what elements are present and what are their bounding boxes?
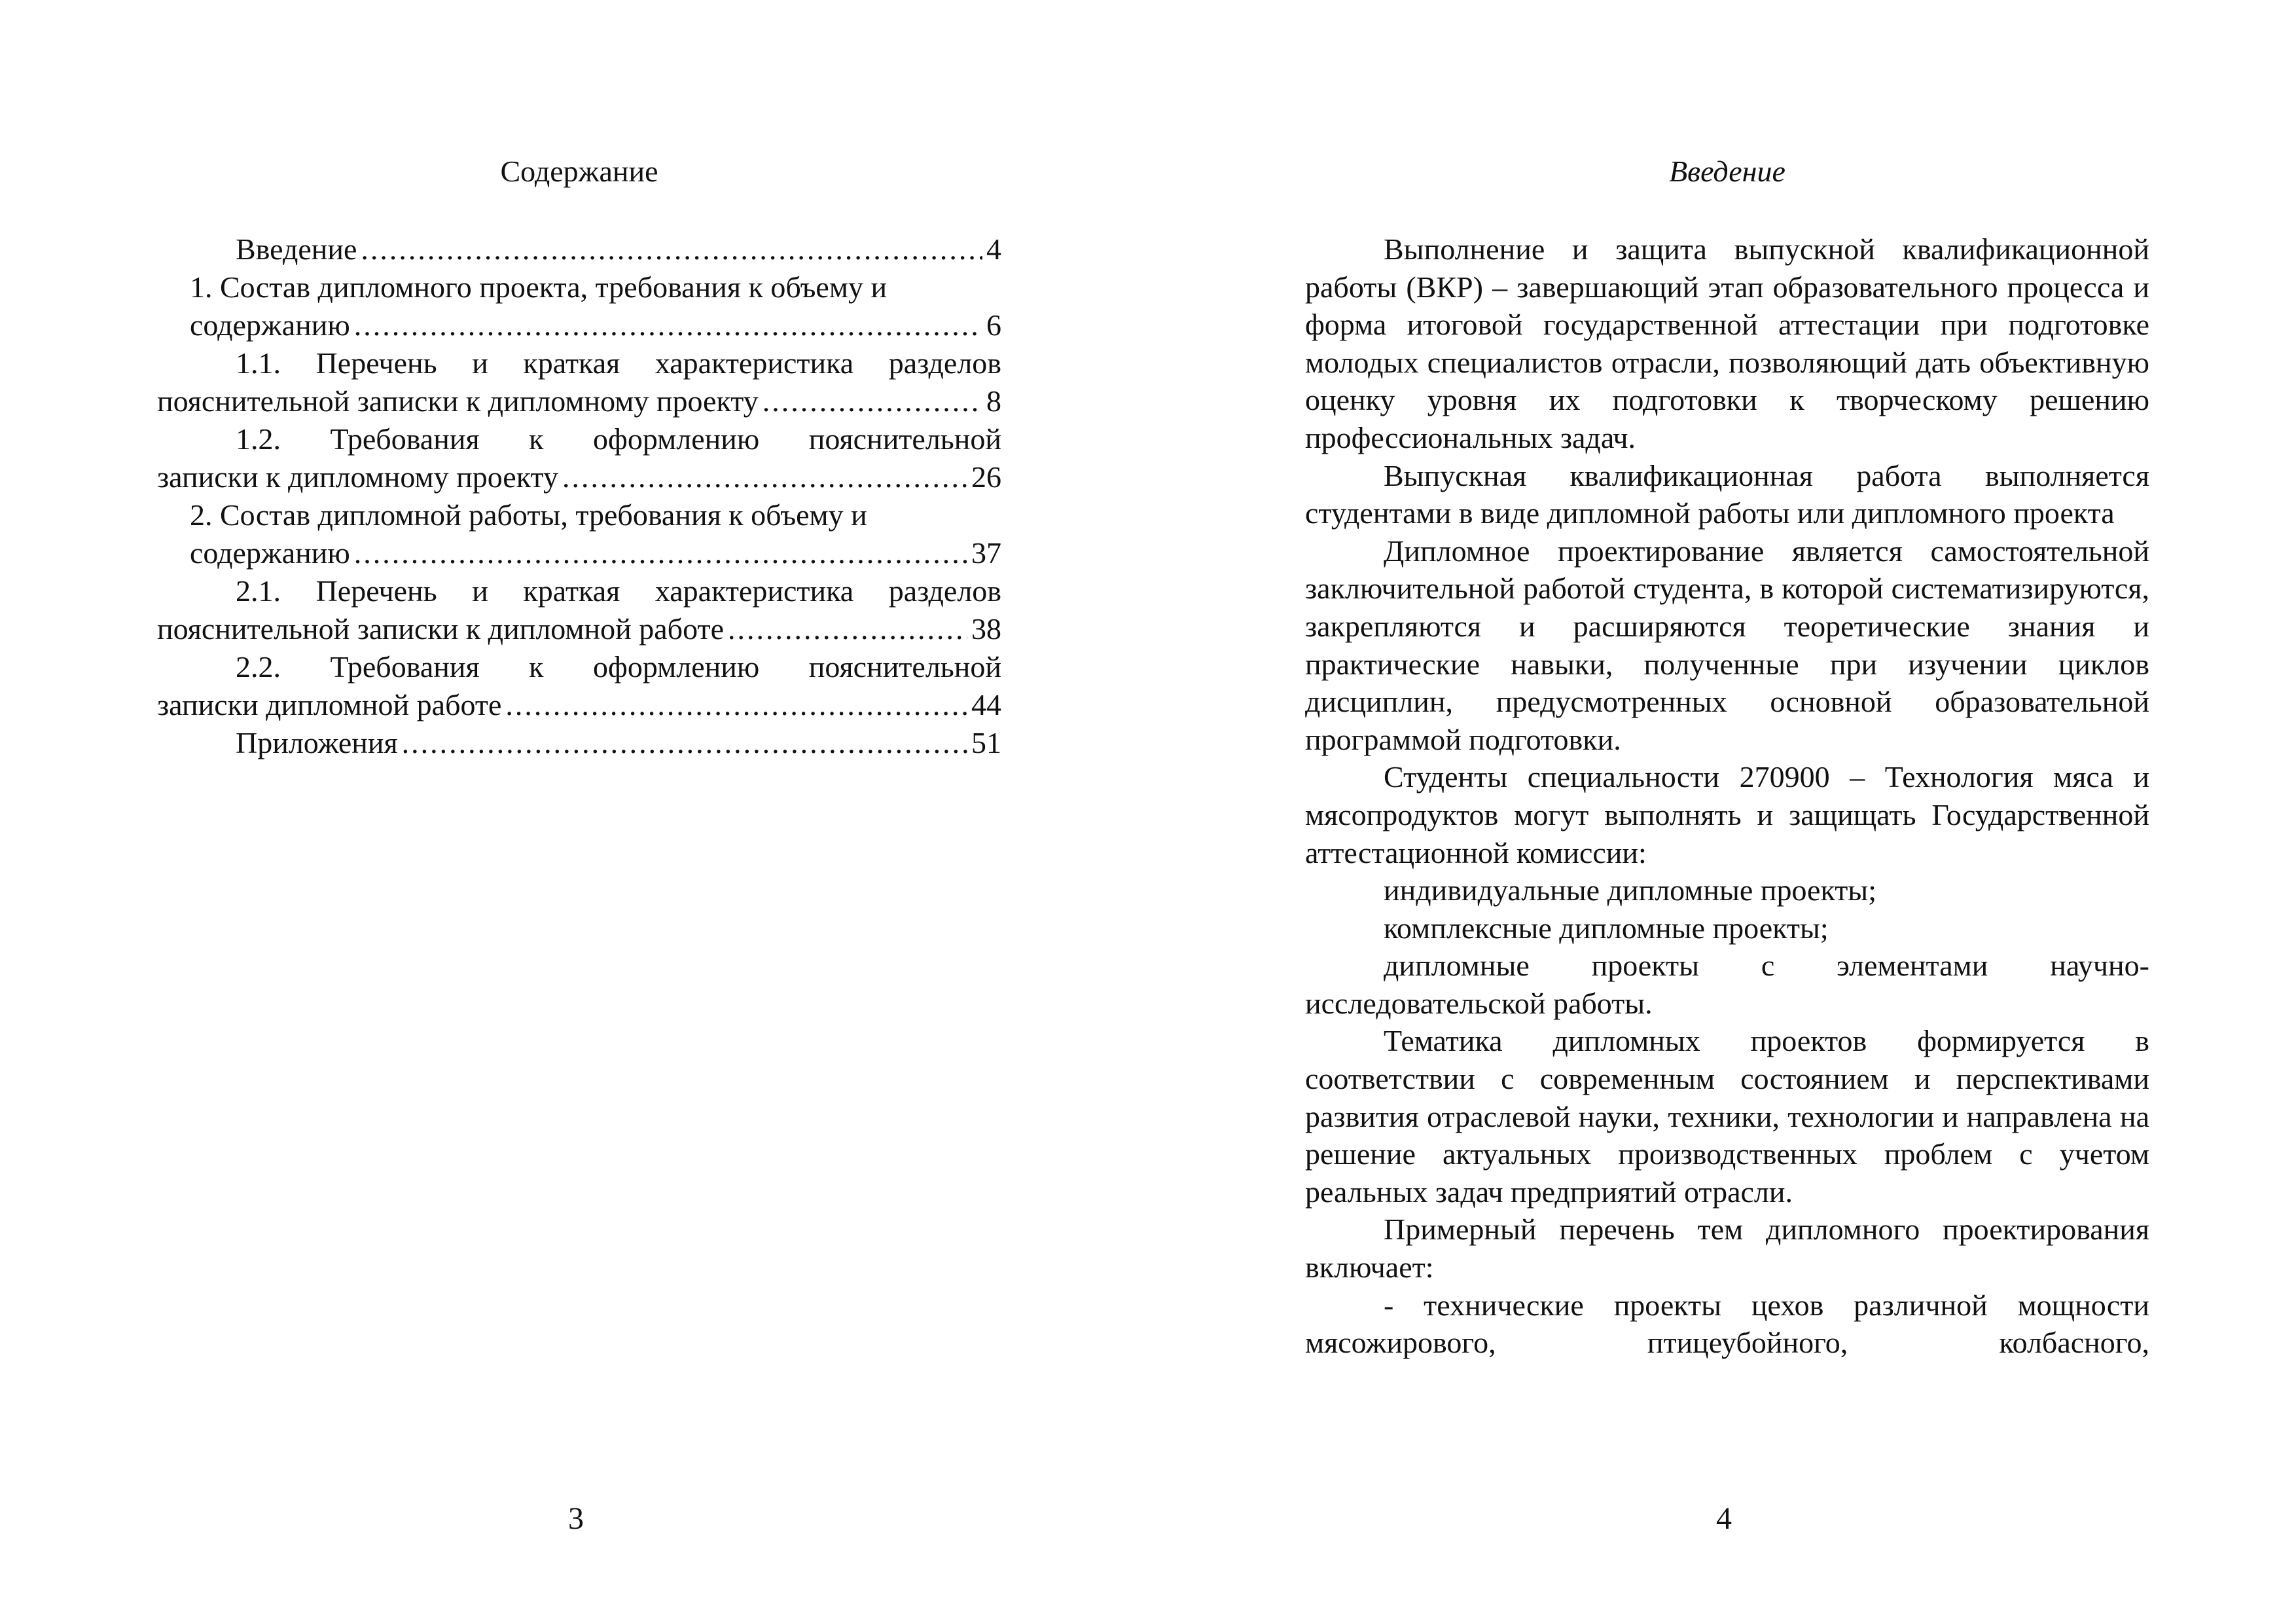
list-item: - технические проекты цехов различной мощности мясожирового, птицеубойного, колбасного, [1305,1288,2149,1360]
toc-entry-page: 38 [971,612,1001,646]
toc-entry-title: содержанию [190,536,350,570]
table-of-contents [157,230,1001,762]
paragraph: Дипломное проектирование является самостоятельной заключительной работой студента, в которой систематизируются, закрепляются и расширяются теоретические знания и практические навыки, полученные при изучении циклов дисциплин, предусмотренных основной образовательной программой подготовки. [1305,534,2149,756]
list-item: дипломные проекты с элементами научно-исследовательской работы. [1305,949,2149,1020]
list-item: комплексные дипломные проекты; [1384,911,1829,945]
toc-leader-dots [354,306,982,344]
toc-entry-title: записки дипломной работе [157,688,502,721]
toc-entry-page: 6 [986,308,1001,342]
page-right [1148,0,2296,1623]
page-number-left: 3 [568,1501,584,1536]
toc-leader-dots [762,382,982,420]
toc-entry-title: записки к дипломному проекту [157,460,558,494]
toc-entry-title: Приложения [236,726,398,759]
toc-entry-section-1-1[interactable] [157,344,1001,420]
toc-leader-dots [361,230,982,268]
toc-entry-title: пояснительной записки к дипломному проекту [157,384,759,418]
paragraph: Студенты специальности 270900 – Технология мяса и мясопродуктов могут выполнять и защищать Государственной аттестационной комиссии: [1305,760,2149,869]
toc-entry-title-line: 2.2. Требования к оформлению пояснительной [236,650,1001,684]
toc-leader-dots [728,610,967,648]
toc-entry-section-2[interactable] [157,496,1001,572]
toc-entry-introduction[interactable] [157,230,1001,268]
toc-heading: Содержание [500,155,658,188]
toc-leader-dots [402,724,967,762]
paragraph: Примерный перечень тем дипломного проектирования включает: [1305,1213,2149,1285]
toc-entry-title-line: 1.2. Требования к оформлению пояснительной [236,422,1001,456]
toc-entry-title: пояснительной записки к дипломной работе [157,612,724,646]
toc-entry-page: 8 [986,384,1001,418]
toc-entry-section-2-2[interactable] [157,648,1001,724]
toc-entry-title-line: 1.1. Перечень и краткая характеристика разделов [236,346,1001,380]
toc-entry-title-line: 1. Состав дипломного проекта, требования к объему и [190,270,888,304]
toc-leader-dots [354,534,967,572]
toc-entry-title-line: 2. Состав дипломной работы, требования к объему и [190,498,867,532]
toc-entry-page: 4 [986,232,1001,266]
toc-entry-title: содержанию [190,308,350,342]
toc-entry-appendices[interactable] [157,724,1001,762]
toc-entry-page: 44 [971,688,1001,721]
toc-entry-page: 26 [971,460,1001,494]
toc-leader-dots [562,458,967,496]
paragraph: Выпускная квалификационная работа выполняется студентами в виде дипломной работы или дипломного проекта [1305,458,2149,530]
toc-entry-section-2-1[interactable] [157,572,1001,648]
toc-leader-dots [505,686,967,724]
page-number-right: 4 [1716,1501,1732,1536]
toc-entry-title: Введение [236,232,357,266]
list-item: индивидуальные дипломные проекты; [1384,873,1876,907]
introduction-heading: Введение [1669,155,1785,188]
paragraph: Выполнение и защита выпускной квалификационной работы (ВКР) – завершающий этап образовательного процесса и форма итоговой государственной аттестации при подготовке молодых специалистов отрасли, позволяющий дать объективную оценку уровня их подготовки к творческому решению профессиональных задач. [1305,232,2149,454]
toc-entry-title-line: 2.1. Перечень и краткая характеристика разделов [236,574,1001,608]
toc-entry-page: 37 [971,536,1001,570]
introduction-body [1305,230,2149,1362]
toc-entry-section-1[interactable] [157,268,1001,344]
paragraph: Тематика дипломных проектов формируется в соответствии с современным состоянием и перспективами развития отраслевой науки, техники, технологии и направлена на решение актуальных производственных проблем с учетом реальных задач предприятий отрасли. [1305,1024,2149,1209]
toc-entry-page: 51 [971,726,1001,759]
toc-entry-section-1-2[interactable] [157,420,1001,496]
